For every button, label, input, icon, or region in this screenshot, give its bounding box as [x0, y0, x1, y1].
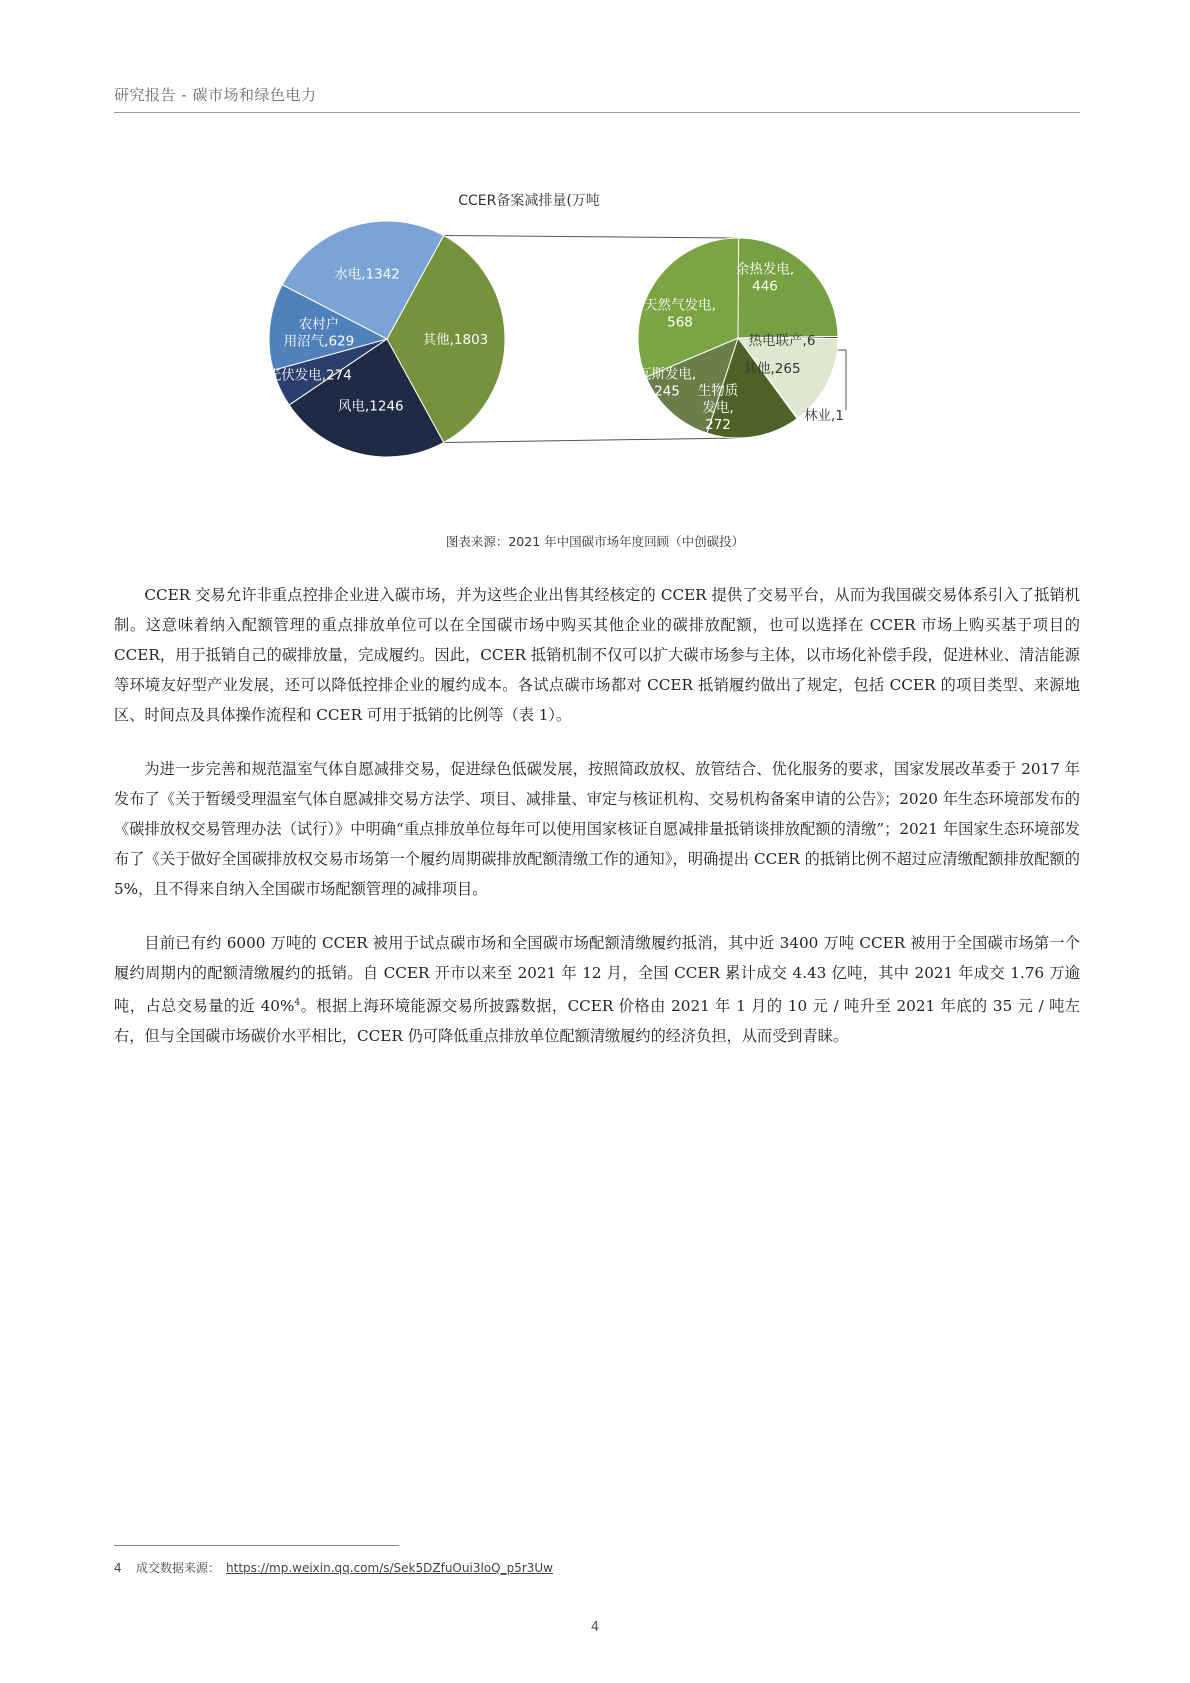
- footnote-label: 成交数据来源：: [136, 1561, 221, 1575]
- header-divider: [114, 112, 1080, 113]
- main-slice-label-4: 水电,1342: [334, 266, 400, 283]
- main-slice-label-1: 风电,1246: [337, 398, 404, 415]
- ccer-chart: [114, 185, 1080, 505]
- connector-top: [444, 235, 738, 238]
- leader-line-forestry: [836, 350, 846, 410]
- paragraph-3: [114, 928, 1080, 1051]
- paragraph-3-after: 。根据上海环境能源交易所披露数据，CCER 价格由 2021 年 1 月的 10 元 / 吨升至 2021 年底的 35 元 / 吨左右，但与全国碳市场碳价水平相比，CCER 仍可降低重点排放单位配额清缴履约的经济负担，从而受到青睐。: [114, 997, 1080, 1046]
- secondary-slice-label-1: 热电联产,6: [748, 333, 816, 349]
- main-slice-label-2: 光伏发电,274: [267, 367, 352, 384]
- secondary-slice-label-5: 瓦斯发电, 245: [637, 366, 697, 400]
- page-number: 4: [590, 1620, 600, 1635]
- secondary-slice-label-3: 林业,1: [804, 408, 844, 424]
- footnote-divider: [114, 1545, 399, 1546]
- secondary-slice-label-2: 其他,265: [743, 361, 801, 377]
- secondary-slice-label-6: 天然气发电, 568: [644, 297, 716, 331]
- connector-bottom: [444, 438, 738, 443]
- body-text: [114, 580, 1080, 1075]
- main-slice-label-0: 其他,1803: [422, 332, 489, 348]
- main-slice-label-3: 农村户用沼气,629: [283, 316, 355, 350]
- paragraph-1: CCER 交易允许非重点控排企业进入碳市场，并为这些企业出售其经核定的 CCER 提供了交易平台，从而为我国碳交易体系引入了抵销机制。这意味着纳入配额管理的重点排放单位可以在全国碳市场中购买其他企业的碳排放配额，也可以选择在 CCER 市场上购买基于项目的 CCER，用于抵销自己的碳排放量，完成履约。因此，CCER 抵销机制不仅可以扩大碳市场参与主体，以市场化补偿手段，促进林业、清洁能源等环境友好型产业发展，还可以降低控排企业的履约成本。各试点碳市场都对 CCER 抵销履约做出了规定，包括 CCER 的项目类型、来源地区、时间点及具体操作流程和 CCER 可用于抵销的比例等（表 1）。: [114, 586, 1080, 724]
- footnote-number: 4: [114, 1561, 122, 1575]
- paragraph-3-before: 目前已有约 6000 万吨的 CCER 被用于试点碳市场和全国碳市场配额清缴履约抵消，其中近 3400 万吨 CCER 被用于全国碳市场第一个履约周期内的配额清缴履约的抵销。自 CCER 开市以来至 2021 年 12 月，全国 CCER 累计成交 4.43 亿吨，其中 2021 年成交 1.76 万逾吨，占总交易量的近 40%: [114, 934, 1080, 1016]
- chart-title: CCER备案减排量(万吨: [458, 193, 600, 209]
- footnote-ref[interactable]: 4: [294, 998, 301, 1008]
- paragraph-2: 为进一步完善和规范温室气体自愿减排交易，促进绿色低碳发展，按照简政放权、放管结合、优化服务的要求，国家发展改革委于 2017 年发布了《关于暂缓受理温室气体自愿减排交易方法学、项目、减排量、审定与核证机构、交易机构备案申请的公告》；2020 年生态环境部发布的《碳排放权交易管理办法（试行）》中明确“重点排放单位每年可以使用国家核证自愿减排量抵销谈排放配额的清缴”；2021 年国家生态环境部发布了《关于做好全国碳排放权交易市场第一个履约周期碳排放配额清缴工作的通知》，明确提出 CCER 的抵销比例不超过应清缴配额排放配额的 5%，且不得来自纳入全国碳市场配额管理的减排项目。: [114, 760, 1080, 898]
- footnote-link[interactable]: https://mp.weixin.qq.com/s/Sek5DZfuOui3loQ_p5r3Uw: [226, 1561, 553, 1575]
- chart-caption: 图表来源：2021 年中国碳市场年度回顾（中创碳投）: [445, 534, 745, 549]
- secondary-slice-label-4: 生物质发电, 272: [697, 383, 739, 433]
- ccer-pie-chart-svg: [114, 185, 1080, 505]
- footnote: [114, 1559, 553, 1576]
- report-header: 研究报告 - 碳市场和绿色电力: [114, 86, 317, 104]
- secondary-slice-label-0: 余热发电, 446: [735, 261, 795, 295]
